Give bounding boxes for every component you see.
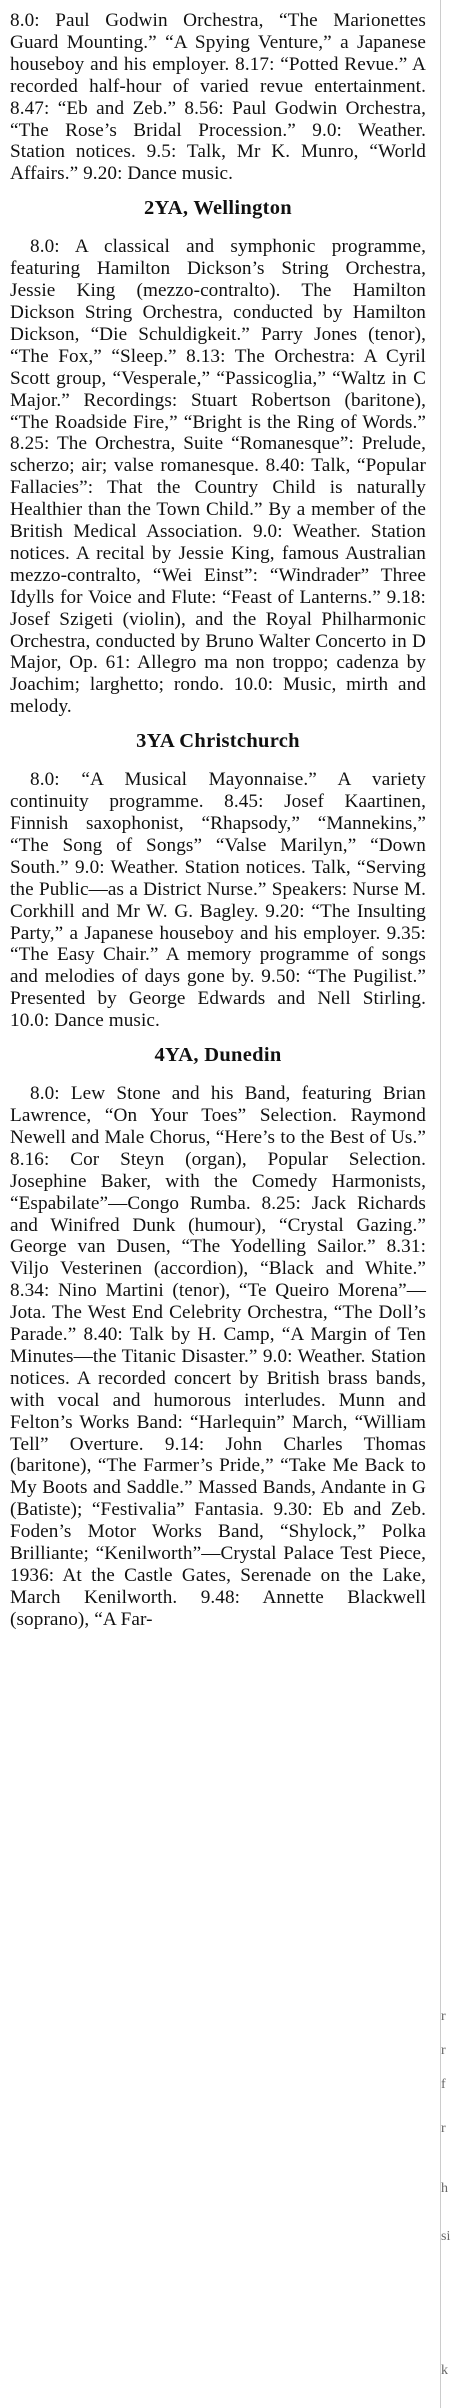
- section-2ya-wellington: [10, 197, 426, 718]
- edge-fragment: r: [441, 2121, 446, 2136]
- section-1ya-continued: [10, 10, 426, 185]
- station-heading: 4YA, Dunedin: [154, 1044, 282, 1067]
- programme-paragraph: 8.0: Lew Stone and his Band, featuring Brian Lawrence, “On Your Toes” Selection. Raymond Newell and Male Chorus, “Here’s to the Best of Us.” 8.16: Cor Steyn (organ), Popular Selection. Josephine Baker, with the Comedy Harmonists, “Espabilate”—Congo Rumba. 8.25: Jack Richards and Winifred Dunk (humour), “Crystal Gazing.” George van Dusen, “The Yodelling Sailor.” 8.31: Viljo Vesterinen (accordion), “Black and White.” 8.34: Nino Martini (tenor), “Te Queiro Morena”—Jota. The West End Celebrity Orchestra, “The Doll’s Parade.” 8.40: Talk by H. Camp, “A Margin of Ten Minutes—the Titanic Disaster.” 9.0: Weather. Station notices. A recorded concert by British brass bands, with vocal and humorous interludes. Munn and Felton’s Works Band: “Harlequin” March, “William Tell” Overture. 9.14: John Charles Thomas (baritone), “The Farmer’s Pride,” “Take Me Back to My Boots and Saddle.” Massed Bands, Andante in G (Batiste); “Festivalia” Fantasia. 9.30: Eb and Zeb. Foden’s Motor Works Band, “Shylock,” Polka Brilliante; “Kenilworth”—Crystal Palace Test Piece, 1936: At the Castle Gates, Serenade on the Lake, March Kenilworth. 9.48: Annette Blackwell (soprano), “A Far-: [10, 1083, 426, 1630]
- section-4ya-dunedin: [10, 1044, 426, 1631]
- station-heading: 3YA Christchurch: [136, 730, 300, 753]
- edge-fragment: f: [441, 2077, 446, 2092]
- edge-fragment: h: [441, 2181, 448, 2196]
- edge-fragment: r: [441, 2009, 446, 2024]
- programme-paragraph: 8.0: “A Musical Mayonnaise.” A variety continuity programme. 8.45: Josef Kaartinen, Finnish saxophonist, “Rhapsody,” “Mannekins,” “The Song of Songs” “Valse Marilyn,” “Down South.” 9.0: Weather. Station notices. Talk, “Serving the Public—as a District Nurse.” Speakers: Nurse M. Corkhill and Mr W. G. Bagley. 9.20: “The Insulting Party,” a Japanese houseboy and his employer. 9.35: “The Easy Chair.” A memory programme of songs and melodies of days gone by. 9.50: “The Pugilist.” Presented by George Edwards and Nell Stirling. 10.0: Dance music.: [10, 769, 426, 1032]
- programme-paragraph: 8.0: Paul Godwin Orchestra, “The Marionettes Guard Mounting.” “A Spying Venture,” a Japanese houseboy and his employer. 8.17: “Potted Revue.” A recorded half-hour of varied revue entertainment. 8.47: “Eb and Zeb.” 8.56: Paul Godwin Orchestra, “The Rose’s Bridal Procession.” 9.0: Weather. Station notices. 9.5: Talk, Mr K. Munro, “World Affairs.” 9.20: Dance music.: [10, 10, 426, 185]
- station-heading: 2YA, Wellington: [143, 197, 293, 220]
- edge-fragment: k: [441, 2363, 448, 2378]
- edge-fragment: si: [441, 2229, 451, 2244]
- section-3ya-christchurch: [10, 730, 426, 1032]
- edge-fragment: r: [441, 2043, 446, 2058]
- programme-paragraph: 8.0: A classical and symphonic programme, featuring Hamilton Dickson’s String Orchestra, Jessie King (mezzo-contralto). The Hamilton Dickson String Orchestra, conducted by Hamilton Dickson, “Die Schuldigkeit.” Parry Jones (tenor), “The Fox,” “Sleep.” 8.13: The Orchestra: A Cyril Scott group, “Vesperale,” “Passicoglia,” “Waltz in C Major.” Recordings: Stuart Robertson (baritone), “The Roadside Fire,” “Bright is the Ring of Words.” 8.25: The Orchestra, Suite “Romanesque”: Prelude, scherzo; air; valse romanesque. 8.40: Talk, “Popular Fallacies”: That the Country Child is naturally Healthier than the Town Child.” By a member of the British Medical Association. 9.0: Weather. Station notices. A recital by Jessie King, famous Australian mezzo-contralto, “Wei Einst”: “Windrader” Three Idylls for Voice and Flute: “Feast of Lanterns.” 9.18: Josef Szigeti (violin), and the Royal Philharmonic Orchestra, conducted by Bruno Walter Concerto in D Major, Op. 61: Allegro ma non troppo; cadenza by Joachim; larghetto; rondo. 10.0: Music, mirth and melody.: [10, 236, 426, 718]
